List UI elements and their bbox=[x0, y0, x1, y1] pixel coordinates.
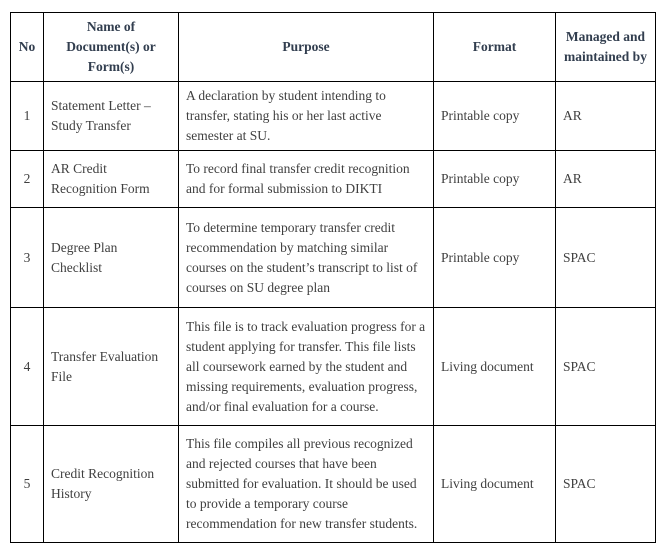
cell-managed-by: AR bbox=[556, 82, 656, 151]
cell-no: 5 bbox=[11, 426, 44, 543]
cell-managed-by: AR bbox=[556, 151, 656, 208]
cell-format: Printable copy bbox=[434, 208, 556, 308]
table-row bbox=[11, 208, 656, 308]
cell-name: Statement Letter – Study Transfer bbox=[44, 82, 179, 151]
cell-format: Printable copy bbox=[434, 82, 556, 151]
cell-format: Living document bbox=[434, 426, 556, 543]
header-no: No bbox=[11, 13, 44, 82]
cell-no: 3 bbox=[11, 208, 44, 308]
cell-name: Degree Plan Checklist bbox=[44, 208, 179, 308]
table-row bbox=[11, 308, 656, 426]
header-name: Name of Document(s) or Form(s) bbox=[44, 13, 179, 82]
table-row bbox=[11, 151, 656, 208]
header-purpose: Purpose bbox=[179, 13, 434, 82]
cell-no: 1 bbox=[11, 82, 44, 151]
cell-name: Credit Recognition History bbox=[44, 426, 179, 543]
cell-name: AR Credit Recognition Form bbox=[44, 151, 179, 208]
table-header-row bbox=[11, 13, 656, 82]
cell-purpose: This file compiles all previous recognized and rejected courses that have been submitted for evaluation. It should be used to provide a temporary course recommendation for new transfer students. bbox=[179, 426, 434, 543]
table-row bbox=[11, 426, 656, 543]
cell-managed-by: SPAC bbox=[556, 208, 656, 308]
cell-managed-by: SPAC bbox=[556, 426, 656, 543]
cell-no: 2 bbox=[11, 151, 44, 208]
cell-purpose: A declaration by student intending to transfer, stating his or her last active semester at SU. bbox=[179, 82, 434, 151]
cell-format: Printable copy bbox=[434, 151, 556, 208]
cell-format: Living document bbox=[434, 308, 556, 426]
cell-purpose: This file is to track evaluation progress for a student applying for transfer. This file lists all coursework earned by the student and missing requirements, evaluation progress, and/or final evaluation for a course. bbox=[179, 308, 434, 426]
header-managed-by: Managed and maintained by bbox=[556, 13, 656, 82]
documents-table bbox=[10, 12, 656, 543]
cell-purpose: To determine temporary transfer credit recommendation by matching similar courses on the student’s transcript to list of courses on SU degree plan bbox=[179, 208, 434, 308]
cell-name: Transfer Evaluation File bbox=[44, 308, 179, 426]
header-format: Format bbox=[434, 13, 556, 82]
cell-no: 4 bbox=[11, 308, 44, 426]
cell-managed-by: SPAC bbox=[556, 308, 656, 426]
table-row bbox=[11, 82, 656, 151]
cell-purpose: To record final transfer credit recognition and for formal submission to DIKTI bbox=[179, 151, 434, 208]
